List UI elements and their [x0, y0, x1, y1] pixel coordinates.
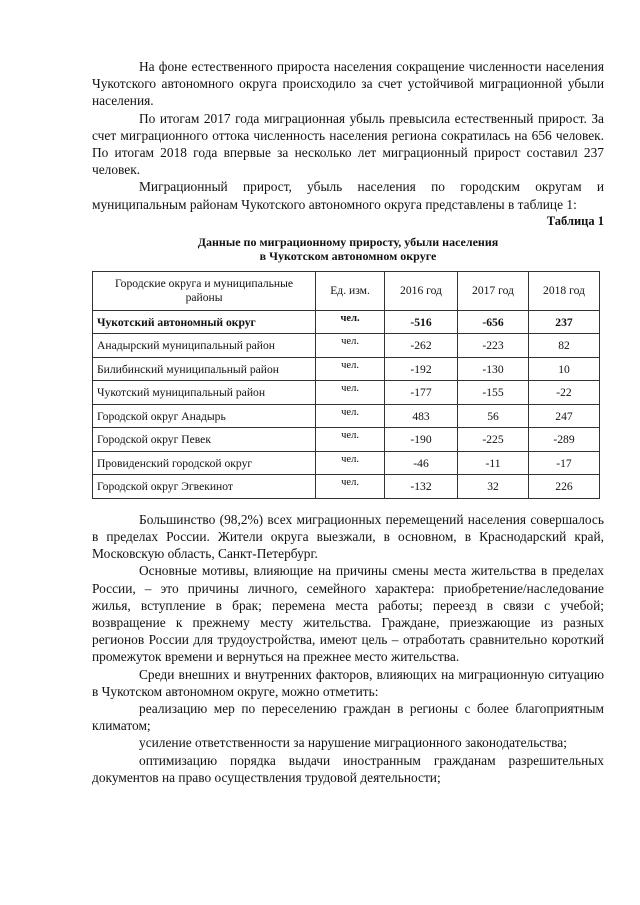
- header-2016: 2016 год: [385, 271, 458, 310]
- cell-2018: 237: [528, 310, 599, 334]
- table-row: [93, 334, 600, 358]
- paragraph: Среди внешних и внутренних факторов, влияющих на миграционную ситуацию в Чукотском автономном округе, можно отметить:: [92, 666, 604, 699]
- cell-2016: -190: [385, 428, 458, 452]
- cell-2017: 32: [458, 475, 529, 499]
- cell-2017: -225: [458, 428, 529, 452]
- cell-unit: чел.: [316, 428, 385, 452]
- table-row: [93, 428, 600, 452]
- paragraph: Большинство (98,2%) всех миграционных перемещений населения совершалось в пределах России. Жители округа выезжали, в основном, в Краснодарский край, Московскую область, Санкт-Петербург.: [92, 511, 604, 562]
- paragraph: Основные мотивы, влияющие на причины смены места жительства в пределах России, – это причины личного, семейного характера: приобретение/наследование жилья, вступление в брак; перемена места работы; переезд в связи с учебой; возвращение к прежнему месту жительства. Граждане, приезжающие из разных регионов России для трудоустройства, имеют цель – отработать сравнительно короткий промежуток времени и вернуться на прежнее место жительства.: [92, 563, 604, 665]
- paragraph: По итогам 2017 года миграционная убыль превысила естественный прирост. За счет миграционного оттока численность населения региона сократилась на 656 человек. По итогам 2018 года впервые за несколько лет миграционный прирост составил 237 человек.: [92, 110, 604, 178]
- list-item: оптимизацию порядка выдачи иностранным гражданам разрешительных документов на право осуществления трудовой деятельности;: [92, 752, 604, 785]
- cell-unit: чел.: [316, 310, 385, 334]
- header-unit: Ед. изм.: [316, 271, 385, 310]
- table-row: [93, 310, 600, 334]
- paragraph: На фоне естественного прироста населения сокращение численности населения Чукотского автономного округа происходило за счет устойчивой миграционной убыли населения.: [92, 59, 604, 109]
- table-caption: Таблица 1: [546, 213, 604, 228]
- cell-2018: 226: [528, 475, 599, 499]
- cell-unit: чел.: [316, 334, 385, 358]
- table-row: [93, 475, 600, 499]
- cell-region: Чукотский автономный округ: [93, 310, 316, 334]
- header-region: Городские округа и муниципальные районы: [93, 271, 316, 310]
- cell-2016: -177: [385, 381, 458, 405]
- cell-2016: -192: [385, 357, 458, 381]
- cell-region: Городской округ Анадырь: [93, 404, 316, 428]
- cell-2016: -46: [385, 451, 458, 475]
- cell-2017: -656: [458, 310, 529, 334]
- cell-unit: чел.: [316, 381, 385, 405]
- list-item: реализацию мер по переселению граждан в регионы с более благоприятным климатом;: [92, 701, 604, 734]
- table-row: [93, 451, 600, 475]
- cell-region: Городской округ Эгвекинот: [93, 475, 316, 499]
- cell-2018: -289: [528, 428, 599, 452]
- cell-2017: -223: [458, 334, 529, 358]
- cell-unit: чел.: [316, 451, 385, 475]
- cell-2017: -155: [458, 381, 529, 405]
- cell-region: Чукотский муниципальный район: [93, 381, 316, 405]
- cell-2016: 483: [385, 404, 458, 428]
- cell-2016: -262: [385, 334, 458, 358]
- text-after-table: [92, 511, 604, 786]
- table-title-line: Данные по миграционному приросту, убыли населения: [197, 234, 499, 249]
- table-row: [93, 404, 600, 428]
- header-2017: 2017 год: [458, 271, 529, 310]
- cell-2016: -132: [385, 475, 458, 499]
- migration-table: [92, 271, 600, 499]
- cell-2018: -17: [528, 451, 599, 475]
- cell-2017: -130: [458, 357, 529, 381]
- table-title-line: в Чукотском автономном округе: [259, 249, 437, 264]
- cell-region: Городской округ Певек: [93, 428, 316, 452]
- cell-region: Провиденский городской округ: [93, 451, 316, 475]
- cell-2018: -22: [528, 381, 599, 405]
- cell-2018: 247: [528, 404, 599, 428]
- table-title: [92, 235, 604, 264]
- table-row: [93, 357, 600, 381]
- cell-region: Анадырский муниципальный район: [93, 334, 316, 358]
- cell-2017: 56: [458, 404, 529, 428]
- table-header-row: [93, 271, 600, 310]
- paragraph: Миграционный прирост, убыль населения по городским округам и муниципальным районам Чукотского автономного округа представлены в таблице 1:: [92, 179, 604, 212]
- cell-unit: чел.: [316, 475, 385, 499]
- cell-2018: 10: [528, 357, 599, 381]
- table-row: [93, 381, 600, 405]
- list-item: усиление ответственности за нарушение миграционного законодательства;: [139, 735, 567, 751]
- cell-2016: -516: [385, 310, 458, 334]
- cell-2018: 82: [528, 334, 599, 358]
- document-page: [92, 58, 604, 786]
- cell-unit: чел.: [316, 404, 385, 428]
- cell-region: Билибинский муниципальный район: [93, 357, 316, 381]
- header-2018: 2018 год: [528, 271, 599, 310]
- cell-unit: чел.: [316, 357, 385, 381]
- cell-2017: -11: [458, 451, 529, 475]
